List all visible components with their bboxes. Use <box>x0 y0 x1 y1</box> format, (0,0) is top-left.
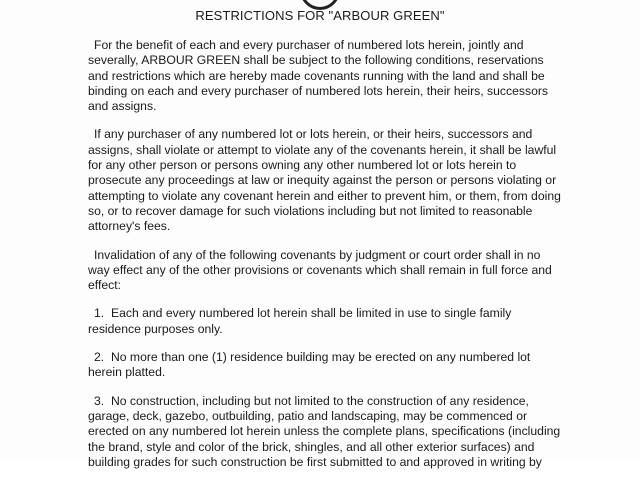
text-line: If any purchaser of any numbered lot or lots herein, or their heirs, successors and <box>94 127 533 142</box>
text-line: severally, ARBOUR GREEN shall be subject to the following conditions, reservations <box>88 53 544 68</box>
item-number: 1. <box>94 306 105 321</box>
text-line: herein platted. <box>88 365 166 380</box>
text-line: attorney's fees. <box>88 219 171 234</box>
item-number: 2. <box>94 350 105 365</box>
document-title: RESTRICTIONS FOR "ARBOUR GREEN" <box>195 8 445 23</box>
text-line: garage, deck, gazebo, outbuilding, patio and landscaping, may be commenced or <box>88 408 528 423</box>
covenant-item-2 <box>88 350 558 381</box>
paragraph-invalidation <box>88 248 558 294</box>
text-line: for any other person or persons owning any other numbered lot or lots herein to <box>88 158 517 173</box>
text-line: residence purposes only. <box>88 321 223 336</box>
text-line: so, or to recover damage for such violations including but not limited to reasonable <box>88 203 533 218</box>
text-line: assigns, shall violate or attempt to violate any of the covenants herein, it shall be lawful <box>88 142 557 157</box>
text-line: effect: <box>88 278 121 293</box>
text-line: binding on each and every purchaser of numbered lots herein, their heirs, successors <box>88 83 548 98</box>
text-line: Each and every numbered lot herein shall be limited in use to single family <box>110 306 512 321</box>
covenant-item-1 <box>88 306 558 337</box>
text-line: No more than one (1) residence building may be erected on any numbered lot <box>110 350 531 365</box>
text-line: way effect any of the other provisions or covenants which shall remain in full force and <box>88 262 552 277</box>
item-number: 3. <box>94 393 105 408</box>
text-line: Invalidation of any of the following covenants by judgment or court order shall in no <box>94 247 541 262</box>
covenant-item-3 <box>88 393 561 470</box>
text-line: and assigns. <box>88 99 157 114</box>
text-line: prosecute any proceedings at law or inequity against the person or persons violating or <box>88 173 557 188</box>
document-body <box>88 38 561 483</box>
text-line: For the benefit of each and every purchaser of numbered lots herein, jointly and <box>94 38 524 52</box>
text-line: and restrictions which are hereby made covenants running with the land and shall be <box>88 68 545 83</box>
text-line: No construction, including but not limited to the construction of any residence, <box>110 393 529 408</box>
text-line: building grades for such construction be first submitted to and approved in writing by <box>88 454 542 469</box>
paragraph-intro <box>88 38 558 114</box>
paragraph-enforcement <box>88 127 561 234</box>
text-line: attempting to violate any covenant herein and either to prevent him, or them, from doing <box>88 188 561 203</box>
text-line: the brand, style and color of the brick, shingles, and all other exterior surfaces) and <box>88 439 535 454</box>
text-line: erected on any numbered lot herein unless the complete plans, specifications (including <box>88 424 561 439</box>
